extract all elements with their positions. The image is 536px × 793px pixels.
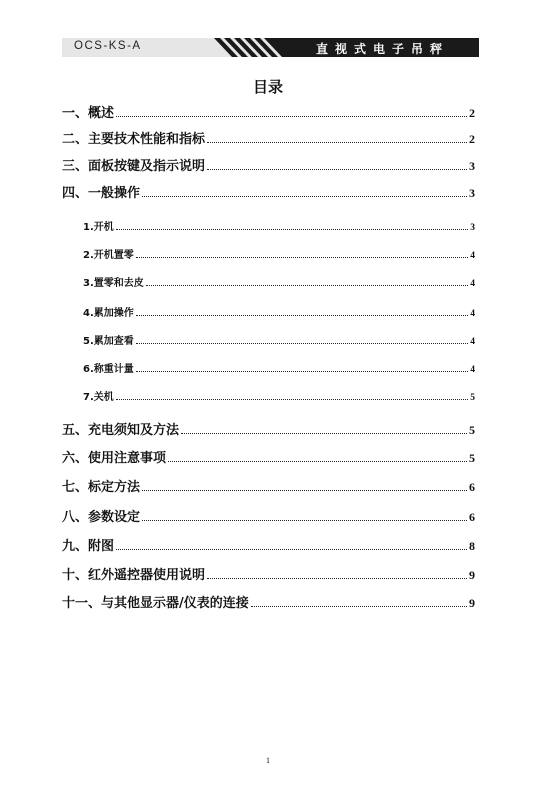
toc-leader-dots bbox=[207, 578, 467, 579]
toc-entry-label: 3.置零和去皮 bbox=[83, 278, 144, 289]
toc-leader-dots bbox=[116, 549, 467, 550]
toc-entry-label: 7.关机 bbox=[83, 392, 114, 403]
toc-entry-label: 5.累加查看 bbox=[83, 336, 134, 347]
toc-entry[interactable] bbox=[62, 535, 475, 554]
toc-entry[interactable] bbox=[62, 564, 475, 583]
toc-entry[interactable] bbox=[62, 155, 475, 174]
toc-entry[interactable] bbox=[62, 182, 475, 201]
toc-entry[interactable] bbox=[83, 218, 475, 233]
toc-entry-page: 9 bbox=[469, 568, 475, 582]
toc-leader-dots bbox=[142, 490, 467, 491]
toc-entry-label: 十、红外遥控器使用说明 bbox=[62, 568, 206, 583]
page-number: 1 bbox=[266, 756, 270, 765]
toc-leader-dots bbox=[136, 371, 468, 372]
toc-entry-label: 2.开机置零 bbox=[83, 250, 134, 261]
toc-entry-page: 6 bbox=[469, 510, 475, 524]
toc-entry-page: 4 bbox=[470, 365, 475, 375]
toc-entry-label: 4.累加操作 bbox=[83, 308, 134, 319]
toc-entry-page: 5 bbox=[470, 393, 475, 403]
toc-entry[interactable] bbox=[83, 274, 475, 289]
toc-entry-page: 4 bbox=[470, 337, 475, 347]
toc-entry[interactable] bbox=[83, 332, 475, 347]
toc-leader-dots bbox=[146, 285, 468, 286]
toc-entry-label: 四、一般操作 bbox=[62, 186, 141, 201]
toc-entry-label: 八、参数设定 bbox=[62, 510, 141, 525]
toc-leader-dots bbox=[136, 257, 468, 258]
toc-entry-label: 七、标定方法 bbox=[62, 480, 141, 495]
toc-entry-page: 3 bbox=[469, 186, 475, 200]
toc-leader-dots bbox=[168, 461, 467, 462]
toc-entry-label: 六、使用注意事项 bbox=[62, 451, 167, 466]
toc-entry-page: 5 bbox=[469, 451, 475, 465]
toc-entry-page: 3 bbox=[469, 159, 475, 173]
toc-entry-label: 九、附图 bbox=[62, 539, 115, 554]
toc-leader-dots bbox=[142, 520, 467, 521]
toc-entry[interactable] bbox=[62, 506, 475, 525]
product-title: 直视式电子吊秤 bbox=[315, 42, 449, 56]
toc-entry[interactable] bbox=[62, 592, 475, 611]
toc-entry[interactable] bbox=[62, 447, 475, 466]
toc-leader-dots bbox=[207, 169, 467, 170]
toc-entry-page: 4 bbox=[470, 309, 475, 319]
toc-entry-label: 1.开机 bbox=[83, 222, 114, 233]
toc-entry-label: 三、面板按键及指示说明 bbox=[62, 159, 206, 174]
toc-entry-page: 4 bbox=[470, 279, 475, 289]
toc-leader-dots bbox=[136, 343, 468, 344]
toc-entry-page: 8 bbox=[469, 539, 475, 553]
toc-leader-dots bbox=[136, 315, 468, 316]
model-code: OCS-KS-A bbox=[74, 40, 142, 52]
toc-leader-dots bbox=[181, 433, 467, 434]
toc-entry-page: 9 bbox=[469, 596, 475, 610]
toc-entry[interactable] bbox=[62, 419, 475, 438]
toc-entry-page: 2 bbox=[469, 132, 475, 146]
toc-entry-page: 2 bbox=[469, 106, 475, 120]
toc-entry[interactable] bbox=[62, 128, 475, 147]
toc-entry[interactable] bbox=[62, 102, 475, 121]
toc-entry[interactable] bbox=[83, 304, 475, 319]
header-stripes-decoration bbox=[210, 38, 294, 57]
toc-entry-label: 五、充电须知及方法 bbox=[62, 423, 180, 438]
toc-entry[interactable] bbox=[83, 388, 475, 403]
toc-leader-dots bbox=[116, 116, 467, 117]
toc-entry-label: 十一、与其他显示器/仪表的连接 bbox=[62, 596, 249, 611]
toc-entry-page: 4 bbox=[470, 251, 475, 261]
toc-entry[interactable] bbox=[83, 360, 475, 375]
toc-entry-page: 5 bbox=[469, 423, 475, 437]
toc-leader-dots bbox=[207, 142, 467, 143]
toc-entry-label: 一、概述 bbox=[62, 106, 115, 121]
toc-entry-page: 6 bbox=[469, 480, 475, 494]
document-title: 目录 bbox=[252, 78, 283, 96]
toc-entry-label: 6.称重计量 bbox=[83, 364, 134, 375]
toc-entry-page: 3 bbox=[470, 223, 475, 233]
toc-entry[interactable] bbox=[83, 246, 475, 261]
toc-leader-dots bbox=[142, 196, 467, 197]
page-header bbox=[62, 38, 479, 57]
toc-leader-dots bbox=[116, 229, 468, 230]
toc-entry[interactable] bbox=[62, 476, 475, 495]
toc-leader-dots bbox=[251, 606, 467, 607]
toc-entry-label: 二、主要技术性能和指标 bbox=[62, 132, 206, 147]
toc-leader-dots bbox=[116, 399, 468, 400]
